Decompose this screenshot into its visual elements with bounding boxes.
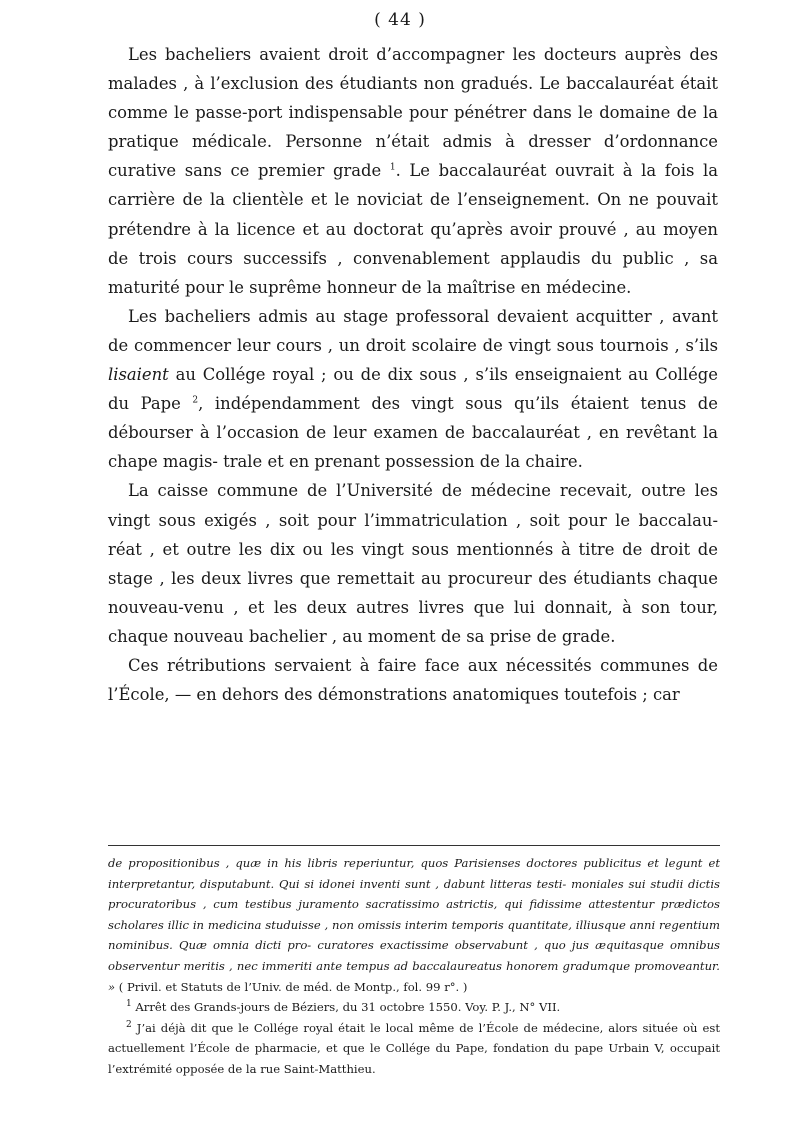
latin-quote: de propositionibus , quæ in his libris reperiuntur, quos Parisienses doctores publicitus et legunt et interpretantur, disputabunt. Qui si idonei inventi sunt , dabunt litteras testi- moniales sui studii dictis procuratoribus , cum testibus juramento sacratissimo astrictis, qui fidissime attestentur prædictos scholares illic in medicina studuisse , non omissis interim temporis quantitate, illiusque anni regentium nominibus. Quæ omnia dicti pro- curatores exactissime observabunt , quo jus æquitasque omnibus observentur meritis , nec immeriti ante tempus ad baccalaureatus honorem gradumque promoveantur. » <box>108 856 720 994</box>
footnote-1 <box>108 997 720 1018</box>
paragraph-3: La caisse commune de l’Université de médecine recevait, outre les vingt sous exigés , soit pour l’immatriculation , soit pour le baccalau- réat , et outre les dix ou les vingt sous mentionnés à titre de droit de stage , les deux livres que remettait au procureur des étudiants chaque nouveau-venu , et les deux autres livres que lui donnait, à son tour, chaque nouveau bachelier , au moment de sa prise de grade. <box>108 481 718 646</box>
footnote-latin-continuation <box>108 853 720 997</box>
paragraph-2-italic: lisaient <box>108 365 169 385</box>
footnote-ref-2: 2 <box>192 395 199 406</box>
footnote-2 <box>108 1018 720 1080</box>
paragraph-4: Ces rétributions servaient à faire face aux nécessités communes de l’École, — en dehors des démonstrations anatomiques toutefois ; car <box>108 655 718 705</box>
paragraph-2-text-b: au Collége royal ; ou de dix sous , s’ils enseignaient au Collége du Pape <box>108 365 718 414</box>
footnote-ref-1: 1 <box>389 162 396 173</box>
footnote-2-text: J’ai déjà dit que le Collége royal était le local même de l’École de médecine, alors située où est actuellement l’École de pharmacie, et que le Collége du Pape, fondation du pape Urbain V, occupait l’extrémité opposée de la rue Saint-Matthieu. <box>108 1020 720 1076</box>
footnote-1-text: Arrêt des Grands-jours de Béziers, du 31 octobre 1550. Voy. P. J., N° VII. <box>131 1000 561 1015</box>
footnote-2-marker: 2 <box>126 1019 132 1030</box>
paragraph-2-text-c: , indépendamment des vingt sous qu’ils étaient tenus de débourser à l’occasion de leur examen de baccalauréat , en revêtant la chape magis- trale et en prenant possession de la chaire. <box>108 394 718 472</box>
paragraph-2-text-a: Les bacheliers admis au stage professoral devaient acquitter , avant de commencer leur cours , un droit scolaire de vingt sous tournois , s’ils <box>108 306 718 355</box>
footnotes <box>108 853 720 1080</box>
footnote-divider <box>108 845 720 846</box>
paragraph-2 <box>108 302 718 477</box>
paragraph-1-text-a: Les bacheliers avaient droit d’accompagner les docteurs auprès des malades , à l’exclusion des étudiants non gradués. Le baccalauréat était comme le passe-port indispensable pour pénétrer dans le domaine de la pratique médicale. Personne n’était admis à dresser d’ordonnance curative sans ce premier grade <box>108 45 718 181</box>
main-text <box>108 40 718 709</box>
paragraph-1 <box>108 40 718 302</box>
paragraph-1-text-b: . Le baccalauréat ouvrait à la fois la carrière de la clientèle et le noviciat de l’enseignement. On ne pouvait prétendre à la licence et au doctorat qu’après avoir prouvé , au moyen de trois cours successifs , convenablement applaudis du public , sa maturité pour le suprême honneur de la maîtrise en médecine. <box>108 161 718 297</box>
page-number: ( 44 ) <box>374 10 426 30</box>
latin-source-ref: ( Privil. et Statuts de l’Univ. de méd. de Montp., fol. 99 r°. ) <box>115 979 468 994</box>
footnote-1-marker: 1 <box>126 999 132 1010</box>
